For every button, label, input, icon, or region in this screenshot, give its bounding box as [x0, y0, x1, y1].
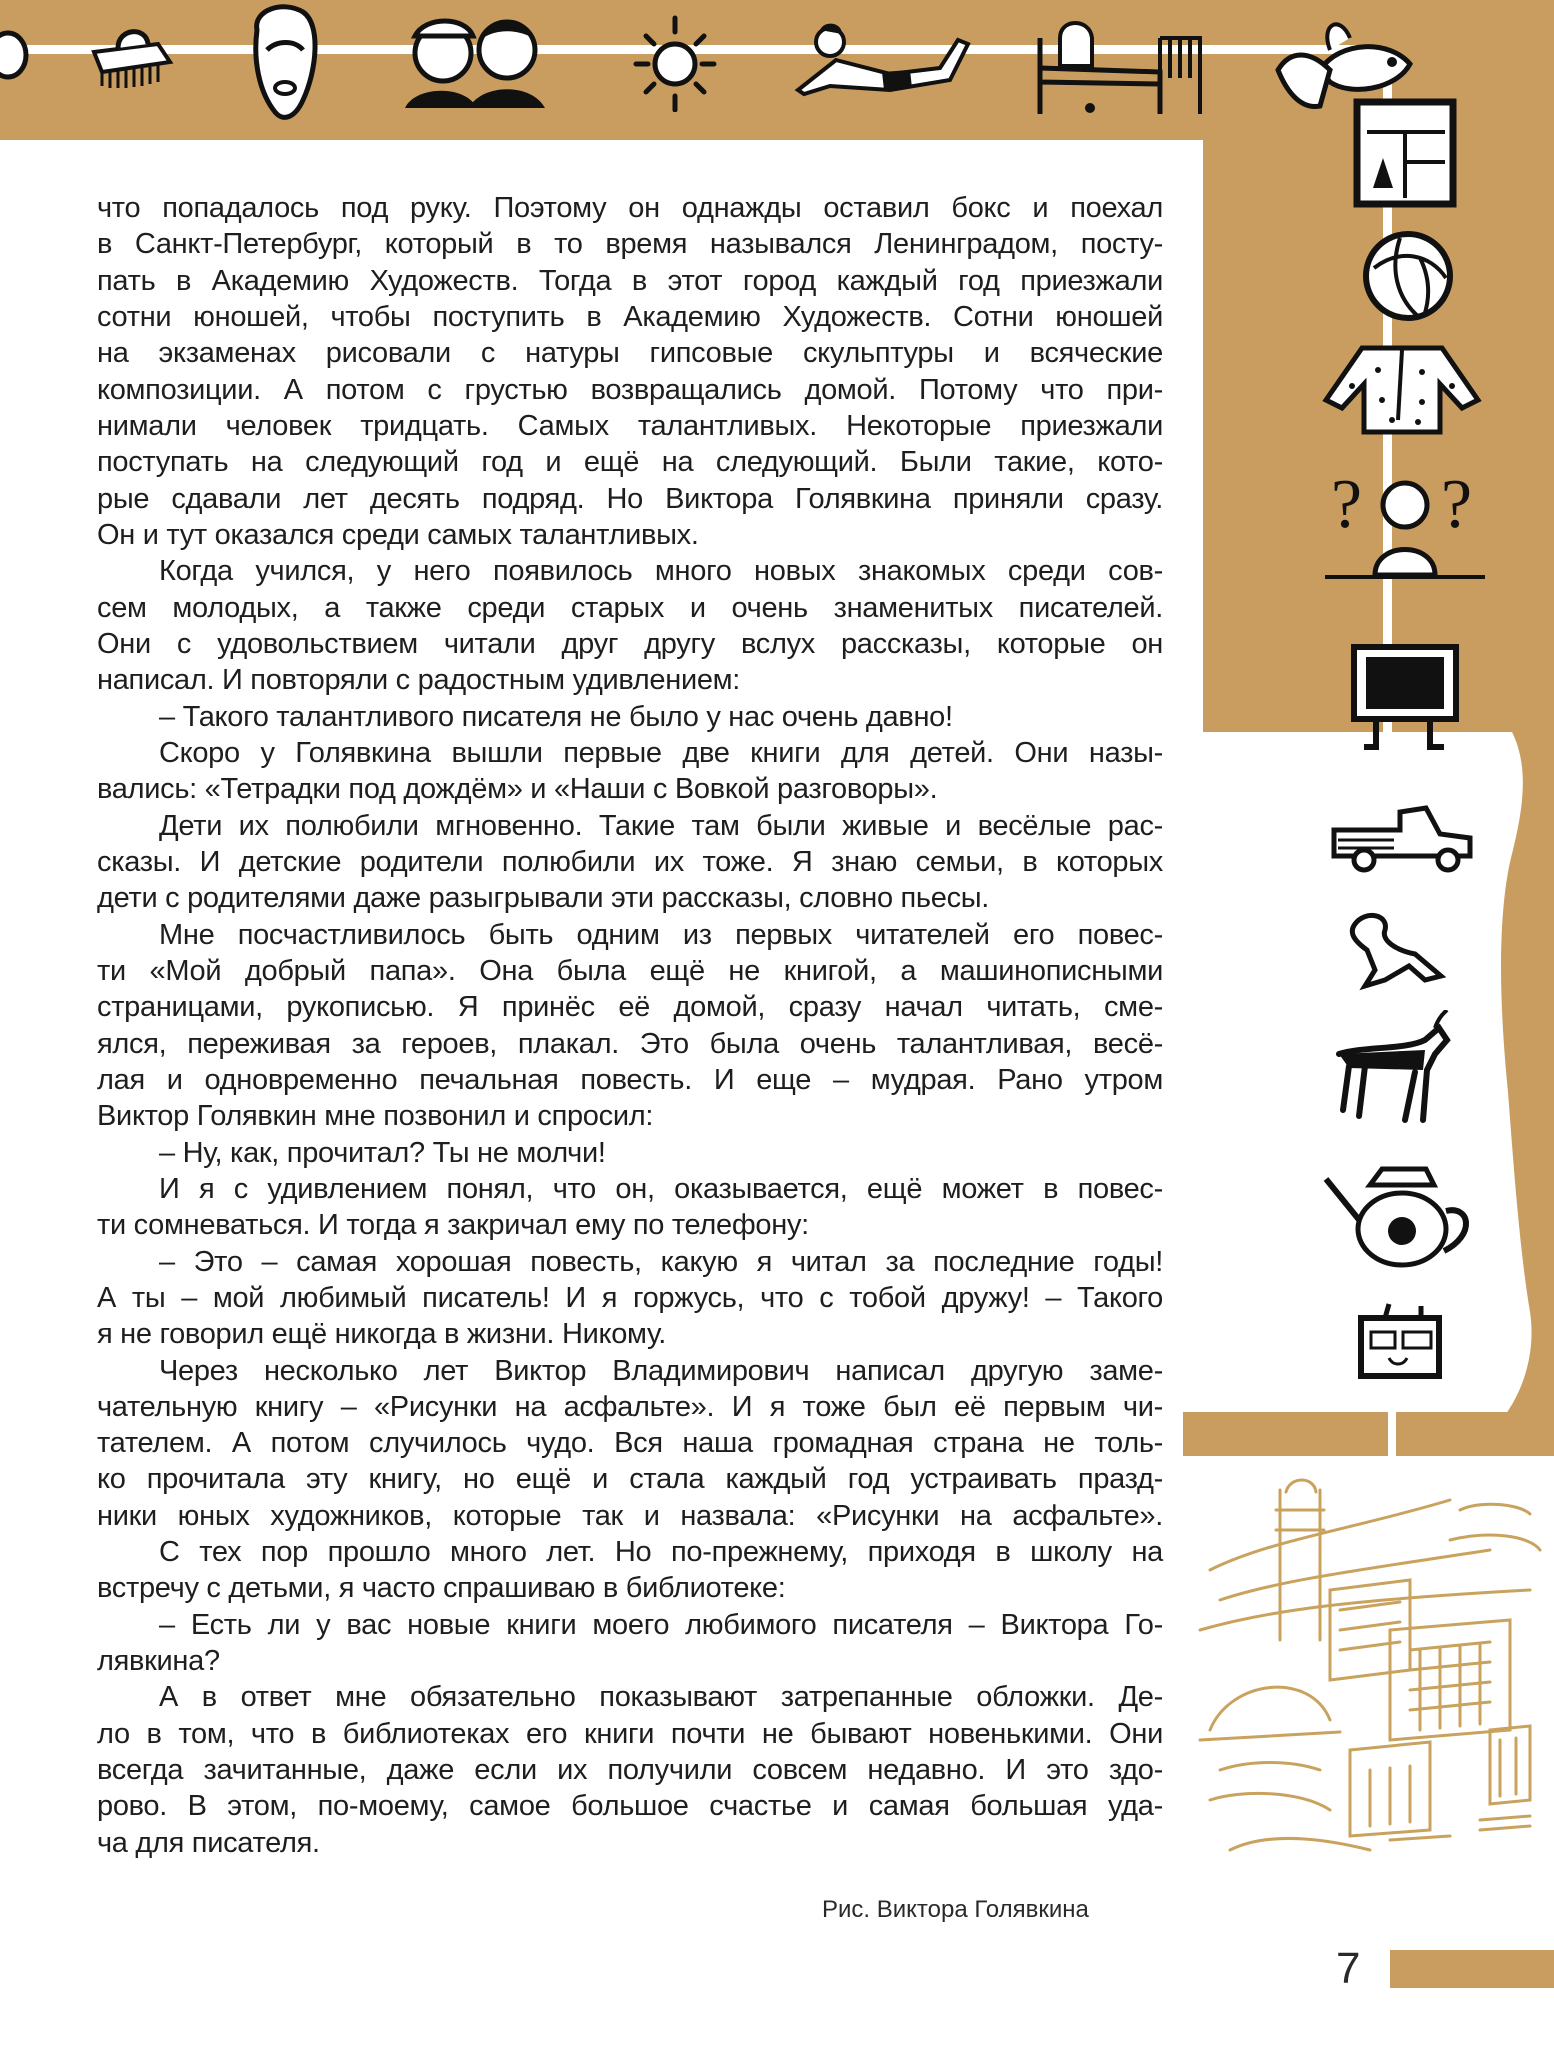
- truck-icon: [1330, 800, 1475, 875]
- text-line: ники юных художников, которые так и назвала: «Рисунки на асфальте».: [97, 1499, 1163, 1532]
- text-line: чательную книгу – «Рисунки на асфальте». И я тоже был её первым чи-: [97, 1390, 1163, 1423]
- text-line: Дети их полюбили мгновенно. Такие там были живые и весёлые рас-: [159, 809, 1163, 842]
- text-line: рово. В этом, по-моему, самое большое счастье и самая большая уда-: [97, 1790, 1163, 1823]
- text-line: ти сомневаться. И тогда я закричал ему по телефону:: [97, 1209, 809, 1242]
- text-line: Виктор Голявкин мне позвонил и спросил:: [97, 1100, 654, 1133]
- puzzled-boy-icon: [1325, 455, 1485, 595]
- text-line: С тех пор прошло много лет. Но по-прежнему, приходя в школу на: [159, 1536, 1163, 1569]
- page-number-bar: [1390, 1950, 1554, 1988]
- divider-bar-right: [1396, 1412, 1554, 1456]
- text-line: нимали человек тридцать. Самых талантливых. Некоторые приезжали: [97, 409, 1163, 442]
- article-body: [97, 190, 1163, 1861]
- text-line: Мне посчастливилось быть одним из первых читателей его повес-: [159, 918, 1163, 951]
- text-line: сотни юношей, чтобы поступить в Академию Художеств. Сотни юношей: [97, 300, 1163, 333]
- text-line: – Есть ли у вас новые книги моего любимого писателя – Виктора Го-: [159, 1608, 1163, 1641]
- text-line: лявкина?: [97, 1645, 220, 1678]
- text-line: лая и одновременно печальная повесть. И еще – мудрая. Рано утром: [97, 1063, 1163, 1096]
- text-line: – Такого талантливого писателя не было у нас очень давно!: [159, 700, 953, 733]
- text-line: Он и тут оказался среди самых талантливых.: [97, 518, 699, 551]
- text-line: в Санкт-Петербург, который в то время назывался Ленинградом, посту-: [97, 228, 1163, 261]
- text-line: рые сдавали лет десять подряд. Но Виктора Голявкина приняли сразу.: [97, 482, 1163, 515]
- text-line: ялся, переживая за героев, плакал. Это была очень талантливая, весё-: [97, 1027, 1163, 1060]
- text-line: написал. И повторяли с радостным удивлением:: [97, 664, 741, 697]
- page-number: 7: [1336, 1944, 1361, 1993]
- text-line: всегда зачитанные, даже если их получили совсем недавно. И это здо-: [97, 1754, 1163, 1787]
- text-line: ча для писателя.: [97, 1826, 320, 1859]
- text-line: И я с удивлением понял, что он, оказывается, ещё может в повес-: [159, 1172, 1163, 1205]
- bed-icon: [1030, 18, 1210, 118]
- crying-face-icon: [243, 0, 323, 125]
- text-line: Скоро у Голявкина вышли первые две книги для детей. Они назы-: [159, 736, 1163, 769]
- tv-icon: [1350, 643, 1460, 753]
- text-line: А ты – мой любимый писатель! И я горжусь, что с тобой дружу! – Такого: [97, 1281, 1163, 1314]
- text-line: вались: «Тетрадки под дождём» и «Наши с Вовкой разговоры».: [97, 773, 938, 806]
- text-line: Через несколько лет Виктор Владимирович написал другую заме-: [159, 1354, 1163, 1387]
- brush-icon: [88, 22, 178, 92]
- city-sketch-icon: [1190, 1470, 1554, 1880]
- text-line: композиции. А потом с грустью возвращались домой. Потому что при-: [97, 373, 1163, 406]
- text-line: ко прочитала эту книгу, но ещё и стала каждый год устраивать празд-: [97, 1463, 1163, 1496]
- text-line: А в ответ мне обязательно показывают затрепанные обложки. Де-: [159, 1681, 1163, 1714]
- text-line: – Ну, как, прочитал? Ты не молчи!: [159, 1136, 606, 1169]
- shirt-icon: [1322, 340, 1482, 435]
- ball-icon: [1360, 228, 1456, 324]
- text-line: Когда учился, у него появилось много новых знакомых среди сов-: [159, 555, 1163, 588]
- text-line: на экзаменах рисовали с натуры гипсовые скульптуры и всяческие: [97, 337, 1163, 370]
- two-boys-icon: [395, 8, 565, 113]
- dog-icon: [1345, 910, 1455, 995]
- text-line: встречу с детьми, я часто спрашиваю в библиотеке:: [97, 1572, 786, 1605]
- sun-icon: [630, 12, 720, 112]
- teapot-icon: [1320, 1155, 1480, 1270]
- svg-text:?: ?: [1441, 466, 1473, 543]
- text-line: Они с удовольствием читали друг другу вслух рассказы, которые он: [97, 627, 1163, 660]
- text-line: – Это – самая хорошая повесть, какую я читал за последние годы!: [159, 1245, 1163, 1278]
- window-icon: [1353, 98, 1457, 208]
- text-line: что попадалось под руку. Поэтому он однажды оставил бокс и поехал: [97, 192, 1163, 224]
- svg-text:?: ?: [1331, 466, 1363, 543]
- text-line: ти «Мой добрый папа». Она была ещё не книгой, а машинописными: [97, 954, 1163, 987]
- text-line: пать в Академию Художеств. Тогда в этот город каждый год приезжали: [97, 264, 1163, 297]
- lying-boy-icon: [790, 20, 975, 100]
- divider-bar-left: [1183, 1412, 1388, 1456]
- text-line: поступать на следующий год и ещё на следующий. Были такие, кото-: [97, 446, 1163, 479]
- text-line: я не говорил ещё никогда в жизни. Никому.: [97, 1318, 667, 1351]
- text-line: дети с родителями даже разыгрывали эти рассказы, словно пьесы.: [97, 882, 990, 915]
- text-line: сем молодых, а также среди старых и очень знаменитых писателей.: [97, 591, 1163, 624]
- text-line: сказы. И детские родители полюбили их тоже. Я знаю семьи, в которых: [97, 845, 1163, 878]
- mirror-icon: [0, 20, 40, 100]
- text-line: ло в том, что в библиотеках его книги почти не бывают новенькими. Они: [97, 1717, 1163, 1750]
- panel-rounded-corner: [1150, 140, 1203, 193]
- text-line: страницами, рукописью. Я принёс её домой, сразу начал читать, сме-: [97, 991, 1163, 1024]
- text-line: тателем. А потом случилось чудо. Вся наша громадная страна не толь-: [97, 1427, 1163, 1460]
- illustration-credit: Рис. Виктора Голявкина: [822, 1896, 1089, 1923]
- radio-icon: [1355, 1300, 1445, 1380]
- goat-icon: [1335, 1010, 1455, 1130]
